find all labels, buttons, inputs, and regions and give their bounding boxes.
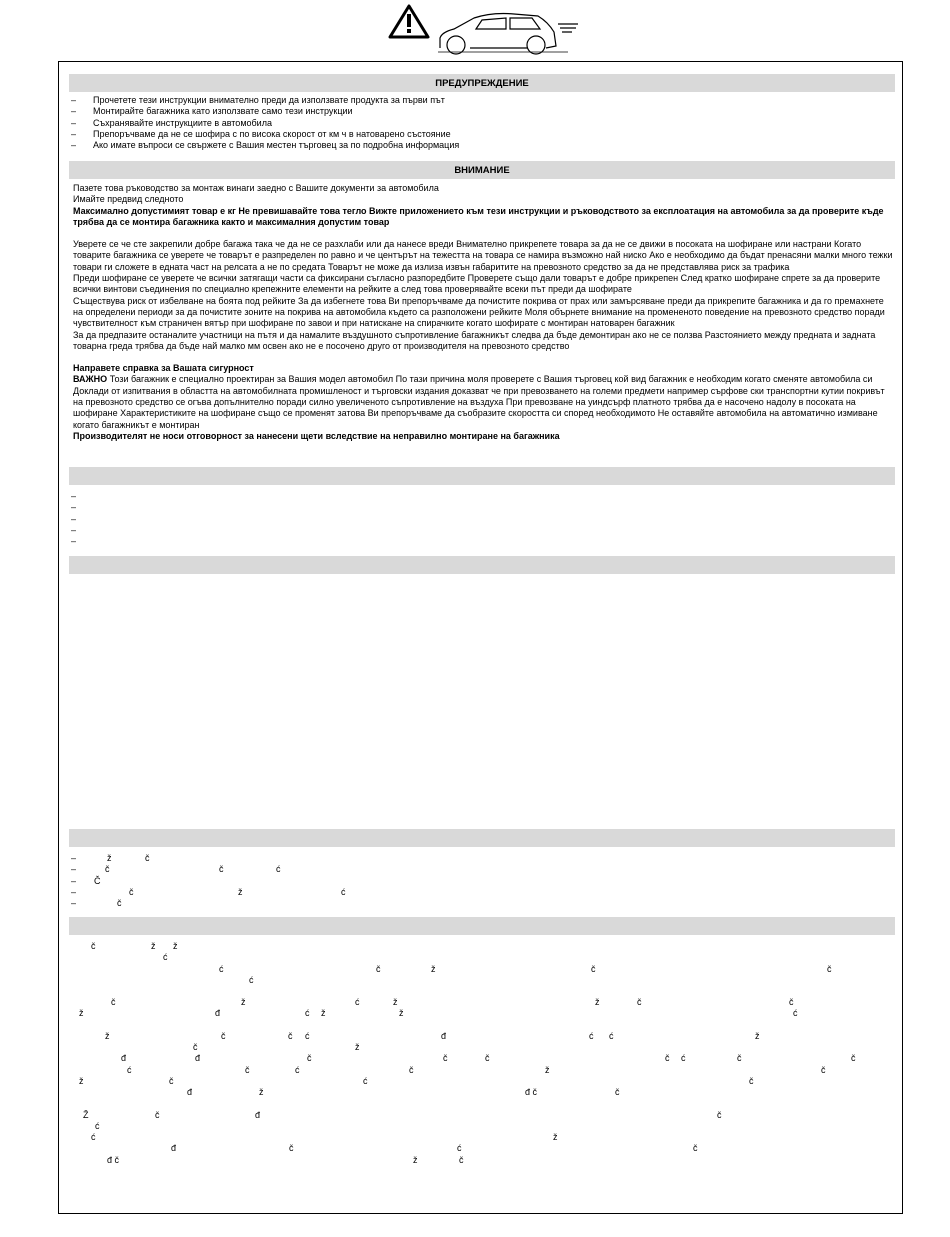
text-line: Ž č đ č [83,1109,722,1120]
list-item: – ž č [71,853,150,863]
text-line: č ž ć ž ž č č [111,997,794,1008]
text-line: đ č ž č [107,1154,464,1165]
section-4 [69,556,895,574]
warning-list [69,95,895,151]
paragraph: Преди шофиране се уверете че всички затягащи части са фиксирани съгласно разпоредбите Проверете също дали товарът е добре прикрепен След кратко шофиране спрете за да проверите всички винтови съединения по специално крепежните елементи на рейките а след това проверявайте всеки път преди да шофирате [73,273,881,295]
section-5-list [69,853,895,909]
text-line: ž č č ć đ ć ć ž [105,1030,760,1041]
list-item: – Ако имате въпроси се свържете с Вашия местен търговец за по подробна информация [71,140,460,151]
paragraph: За да предпазите останалите участници на пътя и да намалите въздушното съпротивление багажникът следва да бъде демонтиран ако не се ползва Разстоянието между предната и задната товарна греда трябва да бъде най малко мм освен ако не е посочено друго от производителя на превозното средство [73,329,876,351]
section-6-header [69,917,895,935]
text-line: ć ž [91,1132,558,1143]
warning-section [69,74,895,151]
list-item: – Монтирайте багажника като използвате само тези инструкции [71,106,353,117]
list-item: – Съхранявайте инструкциите в автомобила [71,117,272,128]
text-line: ć [249,974,254,985]
text-line: ž đ ć ž ž ć [79,1008,798,1019]
section-3-list [69,491,895,547]
section-6-body [69,941,895,1166]
section-5 [69,829,895,909]
text-line: đ ž đ č č [187,1087,620,1098]
list-item: – č [71,898,122,909]
section-6 [69,917,895,1166]
text-line: đ đ č č č č ć č č [121,1053,856,1064]
paragraph: Съществува риск от избелване на боята под рейките За да избегнете това Ви препоръчваме да почистите покрива от прах или замърсяване преди да прикрепите багажника и да го премахнете на определени периоди за да почистите зоните на покрива на автомобила където са разположени рейките Моля обърнете внимание на промененото поведение на превозното средство поради чувствителност към страничен вятър при шофиране по завои и при натискане на спирачките когато шофирате с монтиран натоварен багажник [73,295,885,329]
text-line: Пазете това ръководство за монтаж винаги заедно с Вашите документи за автомобила [73,183,439,193]
text-line: đ č ć č [171,1143,698,1154]
warning-header: ПРЕДУПРЕЖДЕНИЕ [69,74,895,92]
list-item: – Č [71,875,101,886]
text-line: č ž [193,1042,360,1053]
warning-icon [390,6,428,37]
text-line: Имайте предвид следното [73,194,184,205]
safety-heading: Направете справка за Вашата сигурност [73,363,254,374]
section-3-header [69,467,895,485]
section-3 [69,467,895,547]
text-line: ć [95,1120,100,1131]
text-line: ž č ć č [79,1075,754,1086]
text-line: ć [163,952,168,963]
header-icons [388,2,588,60]
list-item: – [71,502,77,513]
text-line: ć č ć č ž č [127,1064,826,1075]
attention-body [73,183,895,442]
list-item: – č ž ć [71,886,346,897]
instruction-frame [58,61,903,1214]
list-item: – [71,524,77,535]
disclaimer: Производителят не носи отговорност за нанесени щети вследствие на неправилно монтиране на багажника [73,430,560,441]
important-paragraph: ВАЖНО Този багажник е специално проектиран за Вашия модел автомобил По тази причина моля проверете с Вашия търговец кой вид багажник е необходим когато сменяте автомобила си Доклади от изпитвания в областта на автомобилната промишленост и търговски издания доказват че при превозването на големи предмети например сърфове ски транспортни кутии покривът на превозното средство се огъва допълнително поради силно увеличеното съпротивление на въздуха При превозване на уиндсърф платното трябва да е насочено надолу в посоката на шофиране Характеристиките на шофиране също се променят затова Ви препоръчваме да съобразите скоростта си според необходимото Не оставяйте автомобила на автоматично измиване когато багажникът е монтиран [73,374,885,430]
text-line: ć č ž č č [219,963,832,974]
car-icon [438,14,578,55]
max-load-paragraph: Максимално допустимият товар е кг Не превишавайте това тегло Вижте приложението към тези инструкции и ръководството за експлоатация на автомобила за да проверите къде трябва да се монтира багажника както и максималния допустим товар [73,205,884,227]
attention-header: ВНИМАНИЕ [69,161,895,179]
section-5-header [69,829,895,847]
list-item: – [71,536,77,547]
list-item: – Препоръчваме да не се шофира с по висока скорост от км ч в натоварено състояние [71,128,451,139]
attention-section [69,161,895,442]
section-4-header [69,556,895,574]
list-item: – č č ć [71,864,281,875]
list-item: – [71,513,77,524]
list-item: – Прочетете тези инструкции внимателно преди да използвате продукта за първи път [71,95,445,105]
list-item: – [71,491,77,501]
paragraph: Уверете се че сте закрепили добре багажа така че да не се разхлаби или да нанесе вреди Внимателно прикрепете товара за да не се движи в посоката на шофиране или настрани Когато товарите багажника се уверете че товарът е разпределен по равно и че центърът на тежестта на товара се намира възможно най ниско Ако е необходимо да бъдат пренасяни малки много тежки товари ги сложете в едната част на релсата а не по средата Товарът не може да излиза извън габаритите на превозното средство за да не представлява риск за трафика [73,239,893,272]
text-line: č ž ž [91,941,178,951]
